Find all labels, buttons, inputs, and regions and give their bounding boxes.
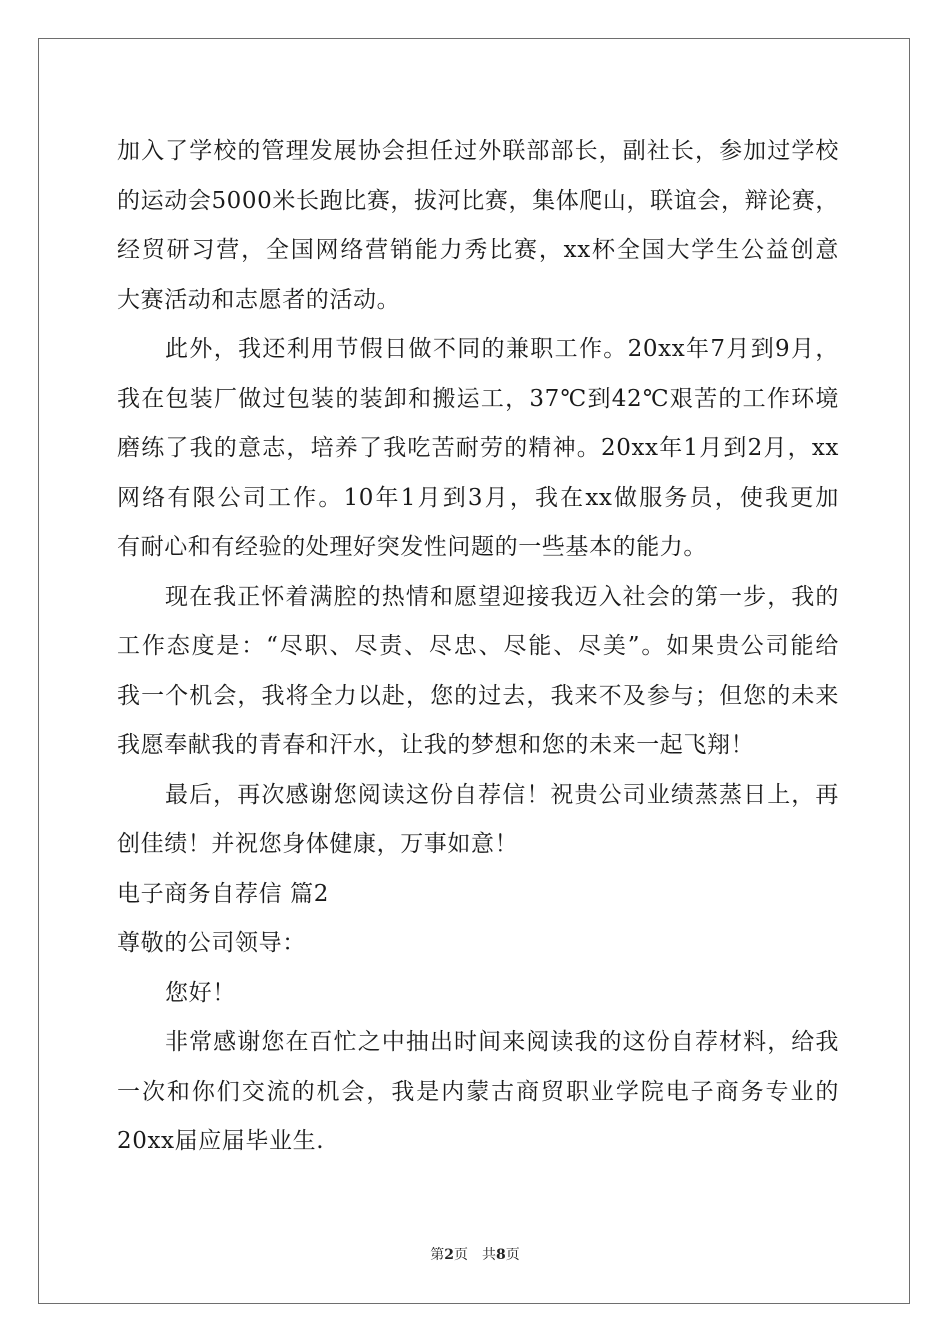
text-line: 一次和你们交流的机会，我是内蒙古商贸职业学院电子商务专业的 xyxy=(117,1078,839,1105)
page-number-suffix: 页 xyxy=(454,1247,468,1263)
page-total-suffix: 页 xyxy=(505,1247,520,1263)
paragraph-first-line: 此外，我还利用节假日做不同的兼职工作。20xx年7月到9月， xyxy=(165,336,839,362)
text-line: 创佳绩！并祝您身体健康，万事如意！ xyxy=(117,831,519,857)
text-line: 工作态度是：“尽职、尽责、尽忠、尽能、尽美”。如果贵公司能给 xyxy=(117,633,839,659)
text-line: 我一个机会，我将全力以赴，您的过去，我来不及参与；但您的未来 xyxy=(117,682,839,709)
paragraph-first-line: 现在我正怀着满腔的热情和愿望迎接我迈入社会的第一步，我的 xyxy=(165,583,839,610)
text-line: 我愿奉献我的青春和汗水，让我的梦想和您的未来一起飞翔！ xyxy=(117,732,755,758)
greeting: 您好！ xyxy=(165,979,236,1006)
page-total: 8 xyxy=(496,1247,506,1263)
paragraph-first-line: 最后，再次感谢您阅读这份自荐信！祝贵公司业绩蒸蒸日上，再 xyxy=(165,781,839,808)
page-number-prefix: 第 xyxy=(430,1247,445,1263)
text-line: 的运动会5000米长跑比赛，拔河比赛，集体爬山，联谊会，辩论赛， xyxy=(117,187,839,214)
page-total-prefix: 共 xyxy=(482,1247,496,1263)
text-line: 磨练了我的意志，培养了我吃苦耐劳的精神。20xx年1月到2月，xx xyxy=(117,435,839,461)
paragraph-first-line: 非常感谢您在百忙之中抽出时间来阅读我的这份自荐材料，给我 xyxy=(165,1029,839,1055)
text-line: 20xx届应届毕业生. xyxy=(117,1128,325,1154)
text-line: 大赛活动和志愿者的活动。 xyxy=(117,286,401,313)
salutation: 尊敬的公司领导： xyxy=(117,930,306,956)
text-line: 加入了学校的管理发展协会担任过外联部部长，副社长，参加过学校 xyxy=(117,138,839,164)
document-body xyxy=(117,127,839,1167)
text-line: 经贸研习营，全国网络营销能力秀比赛，xx杯全国大学生公益创意 xyxy=(117,237,839,263)
page-footer xyxy=(0,1245,950,1265)
text-line: 我在包装厂做过包装的装卸和搬运工，37℃到42℃艰苦的工作环境 xyxy=(117,385,839,412)
section-heading: 电子商务自荐信 篇2 xyxy=(117,880,329,907)
text-line: 有耐心和有经验的处理好突发性问题的一些基本的能力。 xyxy=(117,534,707,560)
text-line: 网络有限公司工作。10年1月到3月，我在xx做服务员，使我更加 xyxy=(117,484,839,511)
page-number-current: 2 xyxy=(444,1247,454,1263)
